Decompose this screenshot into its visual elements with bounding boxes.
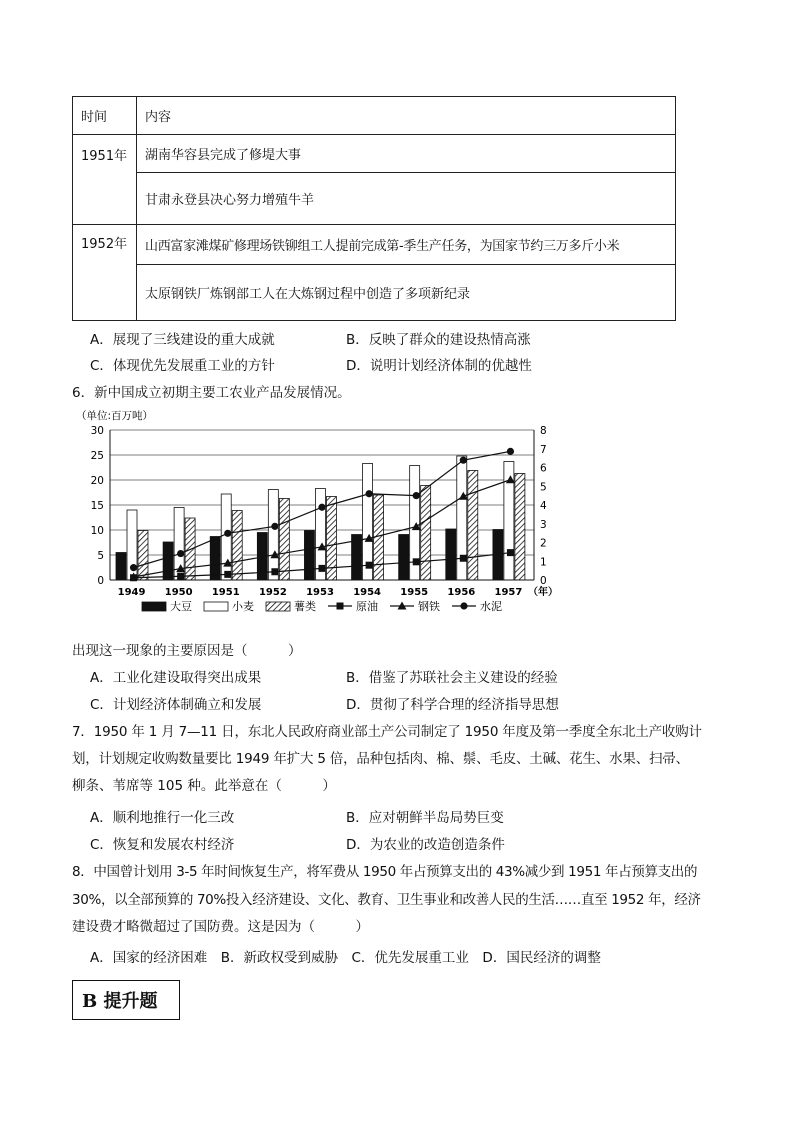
point-水泥 (460, 457, 467, 464)
table-row (73, 135, 676, 173)
legend-label: 水泥 (480, 600, 502, 613)
left-tick-label: 20 (90, 475, 104, 487)
q6-option-a: A．工业化建设取得突出成果 (90, 670, 262, 686)
legend-label: 原油 (356, 600, 378, 613)
legend-marker (460, 602, 467, 609)
chart-unit-label: （单位:百万吨） (76, 410, 154, 422)
table-header-content: 内容 (137, 97, 676, 135)
left-tick-label: 5 (97, 550, 104, 562)
left-tick-label: 10 (90, 525, 104, 537)
q7-option-b: B．应对朝鲜半岛局势巨变 (346, 810, 504, 826)
left-tick-label: 30 (90, 425, 104, 437)
bar-薯类 (421, 486, 431, 581)
q7-option-a: A．顺利地推行一化三改 (90, 810, 235, 826)
right-tick-label: 4 (540, 500, 547, 512)
table-cell: 太原钢铁厂炼钢部工人在大炼钢过程中创造了多项新纪录 (137, 265, 676, 321)
bar-小麦 (268, 490, 278, 581)
bar-大豆 (163, 542, 173, 580)
x-tick-label: 1957 (494, 587, 523, 598)
right-tick-label: 3 (540, 518, 547, 531)
point-原油 (177, 573, 184, 580)
bar-小麦 (221, 494, 231, 580)
bar-大豆 (446, 529, 456, 580)
table-row (73, 265, 676, 321)
x-tick-label: 1951 (211, 587, 240, 598)
bar-薯类 (232, 511, 242, 581)
x-tick-label: 1955 (400, 587, 429, 598)
right-tick-label: 2 (540, 537, 547, 550)
q6-stem: 6．新中国成立初期主要工农业产品发展情况。 (72, 385, 351, 401)
bar-大豆 (399, 535, 409, 581)
q5-option-d: D．说明计划经济体制的优越性 (346, 358, 532, 374)
q7-option-d: D．为农业的改造创造条件 (346, 837, 505, 853)
x-tick-label: 1954 (353, 587, 382, 598)
legend-swatch (142, 602, 166, 611)
q5-option-c: C．体现优先发展重工业的方针 (90, 358, 275, 374)
right-tick-label: 0 (540, 575, 547, 587)
point-原油 (413, 558, 420, 565)
x-tick-label: 1952 (258, 587, 287, 598)
table-row (73, 225, 676, 265)
right-tick-label: 6 (540, 462, 547, 475)
q8-line-2: 30%，以全部预算的 70%投入经济建设、文化、教育、卫生事业和改善人民的生活……直至 1952 年，经济 (72, 892, 701, 908)
point-原油 (366, 562, 373, 569)
x-tick-label: 1950 (164, 587, 193, 598)
table-header-row (73, 97, 676, 135)
x-unit-label: （年） (528, 587, 558, 598)
table-year-cell: 1952年 (73, 225, 137, 321)
bar-薯类 (468, 471, 478, 581)
legend-marker (337, 603, 344, 610)
q6-option-b: B．借鉴了苏联社会主义建设的经验 (346, 670, 558, 686)
events-table (72, 96, 676, 321)
right-tick-label: 8 (540, 425, 547, 437)
x-tick-label: 1956 (447, 587, 476, 598)
right-tick-label: 5 (540, 481, 547, 494)
bar-大豆 (304, 531, 314, 581)
table-cell: 山西富家滩煤矿修理场铁铆组工人提前完成第-季生产任务，为国家节约三万多斤小米 (137, 225, 676, 265)
q7-line-3: 柳条、苇席等 105 种。此举意在（ ） (72, 778, 336, 794)
q7-line-2: 划，计划规定收购数量要比 1949 年扩大 5 倍，品种包括肉、棉、鬃、毛皮、土碱、花生、水果、扫帚、 (72, 751, 689, 767)
legend-label: 大豆 (170, 600, 192, 613)
section-label: B 提升题 (82, 991, 158, 1012)
q7-line-1: 7．1950 年 1 月 7—11 日，东北人民政府商业部土产公司制定了 1950 年度及第一季度全东北土产收购计 (72, 724, 702, 740)
left-tick-label: 0 (97, 575, 104, 587)
q6-option-d: D．贯彻了科学合理的经济指导思想 (346, 697, 559, 713)
point-水泥 (130, 564, 137, 571)
q7-option-c: C．恢复和发展农村经济 (90, 837, 235, 853)
q6-question: 出现这一现象的主要原因是（ ） (72, 643, 302, 659)
q8-line-1: 8．中国曾计划用 3-5 年时间恢复生产，将军费从 1950 年占预算支出的 43%减少到 1951 年占预算支出的 (72, 864, 698, 880)
x-tick-label: 1953 (306, 587, 334, 598)
x-tick-label: 1949 (117, 587, 146, 598)
point-水泥 (413, 492, 420, 499)
point-原油 (224, 571, 231, 578)
table-cell: 甘肃永登县决心努力增殖牛羊 (137, 173, 676, 225)
q8-options: A．国家的经济困难 B．新政权受到威胁 C．优先发展重工业 D．国民经济的调整 (90, 950, 601, 966)
legend-swatch (266, 602, 290, 611)
q8-line-3: 建设费才略微超过了国防费。这是因为（ ） (72, 919, 369, 935)
bar-薯类 (515, 474, 525, 581)
point-水泥 (271, 523, 278, 530)
production-chart (72, 404, 572, 624)
point-水泥 (507, 448, 514, 455)
bar-薯类 (138, 531, 148, 581)
table-header-time: 时间 (73, 97, 137, 135)
q6-option-c: C．计划经济体制确立和发展 (90, 697, 262, 713)
bar-大豆 (210, 537, 220, 581)
point-原油 (507, 549, 514, 556)
point-水泥 (318, 504, 325, 511)
left-tick-label: 25 (90, 450, 104, 462)
point-水泥 (224, 530, 231, 537)
legend-label: 钢铁 (418, 600, 440, 613)
left-tick-label: 15 (90, 500, 104, 512)
q5-option-b: B．反映了群众的建设热情高涨 (346, 332, 531, 348)
bar-大豆 (116, 553, 126, 581)
table-cell: 湖南华容县完成了修堤大事 (137, 135, 676, 173)
point-原油 (460, 555, 467, 562)
chart-legend (142, 599, 502, 613)
legend-label: 薯类 (294, 600, 316, 613)
point-原油 (271, 568, 278, 575)
bar-薯类 (279, 499, 289, 581)
point-原油 (319, 565, 326, 572)
q5-option-a: A．展现了三线建设的重大成就 (90, 332, 275, 348)
table-year-cell: 1951年 (73, 135, 137, 225)
table-row (73, 173, 676, 225)
legend-label: 小麦 (232, 600, 254, 613)
right-tick-label: 1 (540, 556, 547, 569)
legend-swatch (204, 602, 228, 611)
right-tick-label: 7 (540, 443, 547, 456)
point-水泥 (366, 490, 373, 497)
section-label-box (72, 980, 180, 1020)
point-水泥 (177, 550, 184, 557)
